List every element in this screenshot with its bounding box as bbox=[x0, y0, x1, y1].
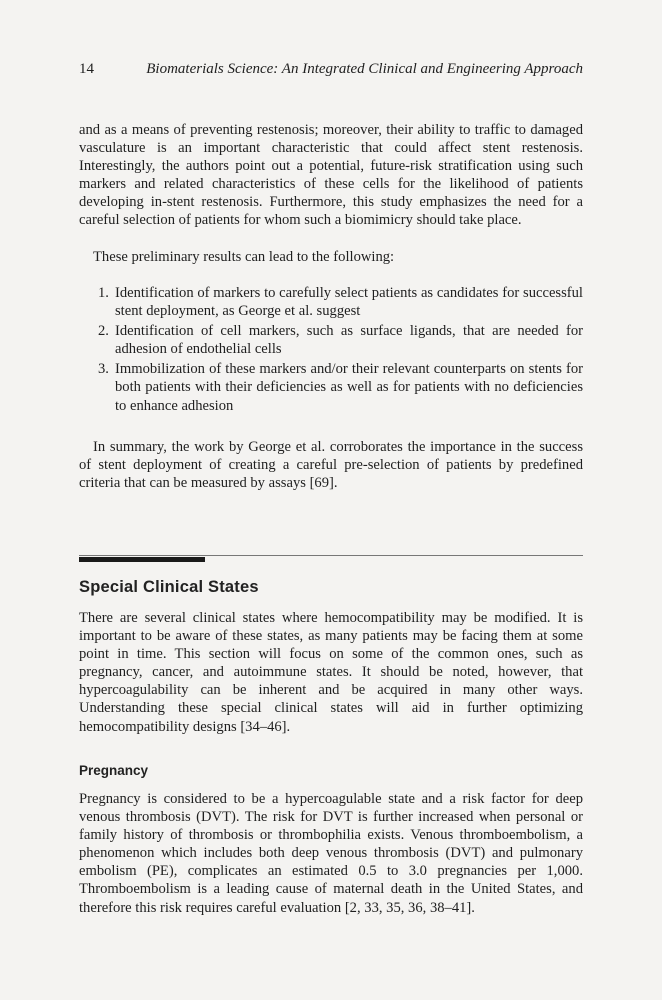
section-divider-bar bbox=[79, 557, 205, 562]
section-body-paragraph: There are several clinical states where hemocompatibility may be modified. It is important to be aware of these states, as many patients may be facing them at some point in time. This section will focus on some of the common ones, such as pregnancy, cancer, and autoimmune states. It should be noted, however, that hypercoagulability can be inherent and be acquired in many other ways. Understanding these special clinical states will aid in further optimizing hemocompatibility designs [34–46]. bbox=[79, 610, 583, 735]
section-heading: Special Clinical States bbox=[79, 578, 259, 596]
numbered-list bbox=[98, 284, 583, 417]
page-number: 14 bbox=[79, 61, 94, 77]
subsection-heading: Pregnancy bbox=[79, 763, 149, 778]
intro-paragraph: and as a means of preventing restenosis; moreover, their ability to traffic to damaged vasculature is an important characteristic that could affect stent restenosis. Interestingly, the authors point out a potential, future-risk stratification using such markers and related characteristics of these cells for the likelihood of patients developing in-stent restenosis. Furthermore, this study emphasizes the need for a careful selection of patients for whom such a biomimicry should take place. bbox=[79, 122, 583, 229]
book-page bbox=[79, 0, 583, 1000]
list-item-text: Immobilization of these markers and/or their relevant counterparts on stents for both patients with their deficiencies as well as for patients with no deficiencies to enhance adhesion bbox=[115, 361, 583, 414]
list-item bbox=[98, 322, 583, 358]
list-item-number: 3. bbox=[98, 361, 109, 378]
summary-paragraph: In summary, the work by George et al. corroborates the importance in the success of stent deployment of creating a careful pre-selection of patients by predefined criteria that can be measured by assays [69]. bbox=[79, 439, 583, 492]
list-item-text: Identification of markers to carefully select patients as candidates for successful stent deployment, as George et al. suggest bbox=[115, 285, 583, 320]
list-item bbox=[98, 360, 583, 414]
list-item-number: 2. bbox=[98, 323, 109, 340]
list-item bbox=[98, 284, 583, 320]
running-title: Biomaterials Science: An Integrated Clinical and Engineering Approach bbox=[146, 61, 583, 77]
subsection-body-paragraph: Pregnancy is considered to be a hypercoagulable state and a risk factor for deep venous thrombosis (DVT). The risk for DVT is further increased when personal or family history of thrombosis or thrombophilia exists. Venous thromboembolism, a phenomenon which includes both deep venous thrombosis (DVT) and pulmonary embolism (PE), complicates an estimated 0.5 to 3.0 pregnancies per 1,000. Thromboembolism is a leading cause of maternal death in the United States, and therefore this risk requires careful evaluation [2, 33, 35, 36, 38–41]. bbox=[79, 791, 583, 916]
section-divider-line bbox=[79, 555, 583, 556]
list-item-number: 1. bbox=[98, 285, 109, 301]
lead-in-paragraph: These preliminary results can lead to the following: bbox=[93, 249, 395, 265]
list-item-text: Identification of cell markers, such as surface ligands, that are needed for adhesion of endothelial cells bbox=[115, 323, 583, 358]
